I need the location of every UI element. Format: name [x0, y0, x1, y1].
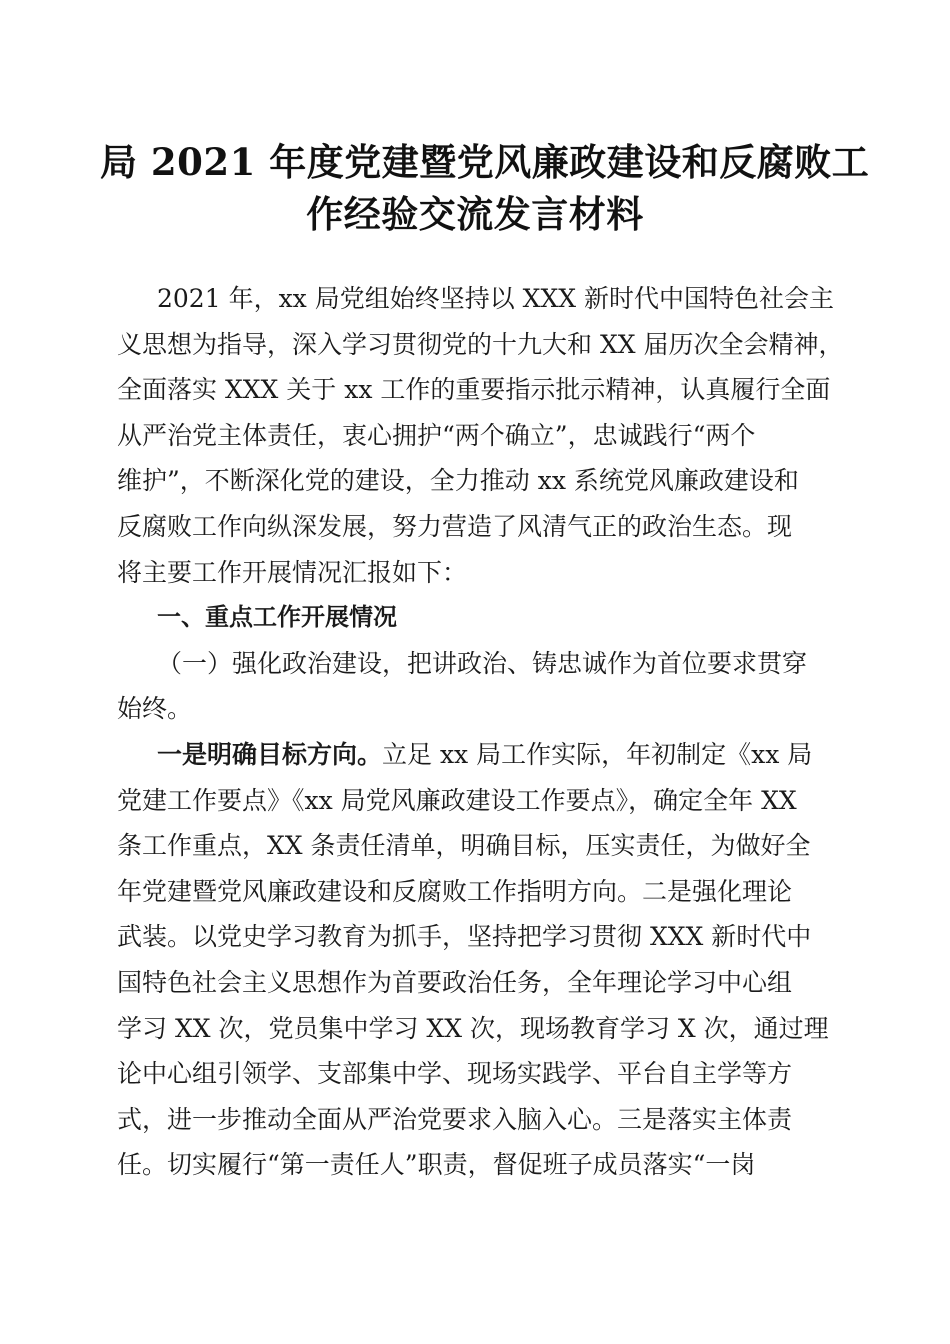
paragraph-line: 武装。以党史学习教育为抓手，坚持把学习贯彻 XXX 新时代中	[117, 922, 812, 952]
paragraph-line: 式，进一步推动全面从严治党要求入脑入心。三是落实主体责	[117, 1104, 793, 1134]
intro-line: 维护”，不断深化党的建设，全力推动 xx 系统党风廉政建设和	[117, 466, 799, 496]
intro-line: 义思想为指导，深入学习贯彻党的十九大和 XX 届历次全会精神，	[117, 329, 844, 359]
document-title	[100, 136, 870, 240]
paragraph-line: 国特色社会主义思想作为首要政治任务，全年理论学习中心组	[117, 967, 793, 997]
intro-line: 2021 年，xx 局党组始终坚持以 XXX 新时代中国特色社会主	[157, 284, 835, 313]
paragraph-line: 条工作重点，XX 条责任清单，明确目标，压实责任，为做好全	[117, 831, 811, 861]
document-body	[117, 276, 844, 1188]
paragraph-lead-rest: 立足 xx 局工作实际，年初制定《xx 局	[382, 739, 813, 769]
paragraph-line: 年党建暨党风廉政建设和反腐败工作指明方向。二是强化理论	[117, 876, 793, 906]
paragraph-line: 任。切实履行“第一责任人”职责，督促班子成员落实“一岗	[117, 1150, 756, 1180]
intro-line: 全面落实 XXX 关于 xx 工作的重要指示批示精神，认真履行全面	[117, 375, 831, 405]
subsection-heading-line: 始终。	[117, 694, 193, 724]
paragraph-lead-bold: 一是明确目标方向。	[157, 739, 383, 769]
intro-line: 反腐败工作向纵深发展，努力营造了风清气正的政治生态。现	[117, 511, 793, 541]
title-line-1: 局 2021 年度党建暨党风廉政建设和反腐败工	[100, 140, 870, 184]
intro-line: 将主要工作开展情况汇报如下：	[117, 557, 468, 587]
paragraph-line: 党建工作要点》《xx 局党风廉政建设工作要点》，确定全年 XX	[117, 785, 797, 815]
subsection-heading-line: （一）强化政治建设，把讲政治、铸忠诚作为首位要求贯穿	[157, 648, 808, 678]
paragraph-first-line	[117, 732, 837, 778]
paragraph-line: 学习 XX 次，党员集中学习 XX 次，现场教育学习 X 次，通过理	[117, 1013, 829, 1043]
paragraph-line: 论中心组引领学、支部集中学、现场实践学、平台自主学等方	[117, 1059, 793, 1089]
section-heading: 一、重点工作开展情况	[157, 603, 397, 632]
intro-line: 从严治党主体责任，衷心拥护“两个确立”，忠诚践行“两个	[117, 420, 756, 450]
title-line-2: 作经验交流发言材料	[306, 192, 644, 236]
